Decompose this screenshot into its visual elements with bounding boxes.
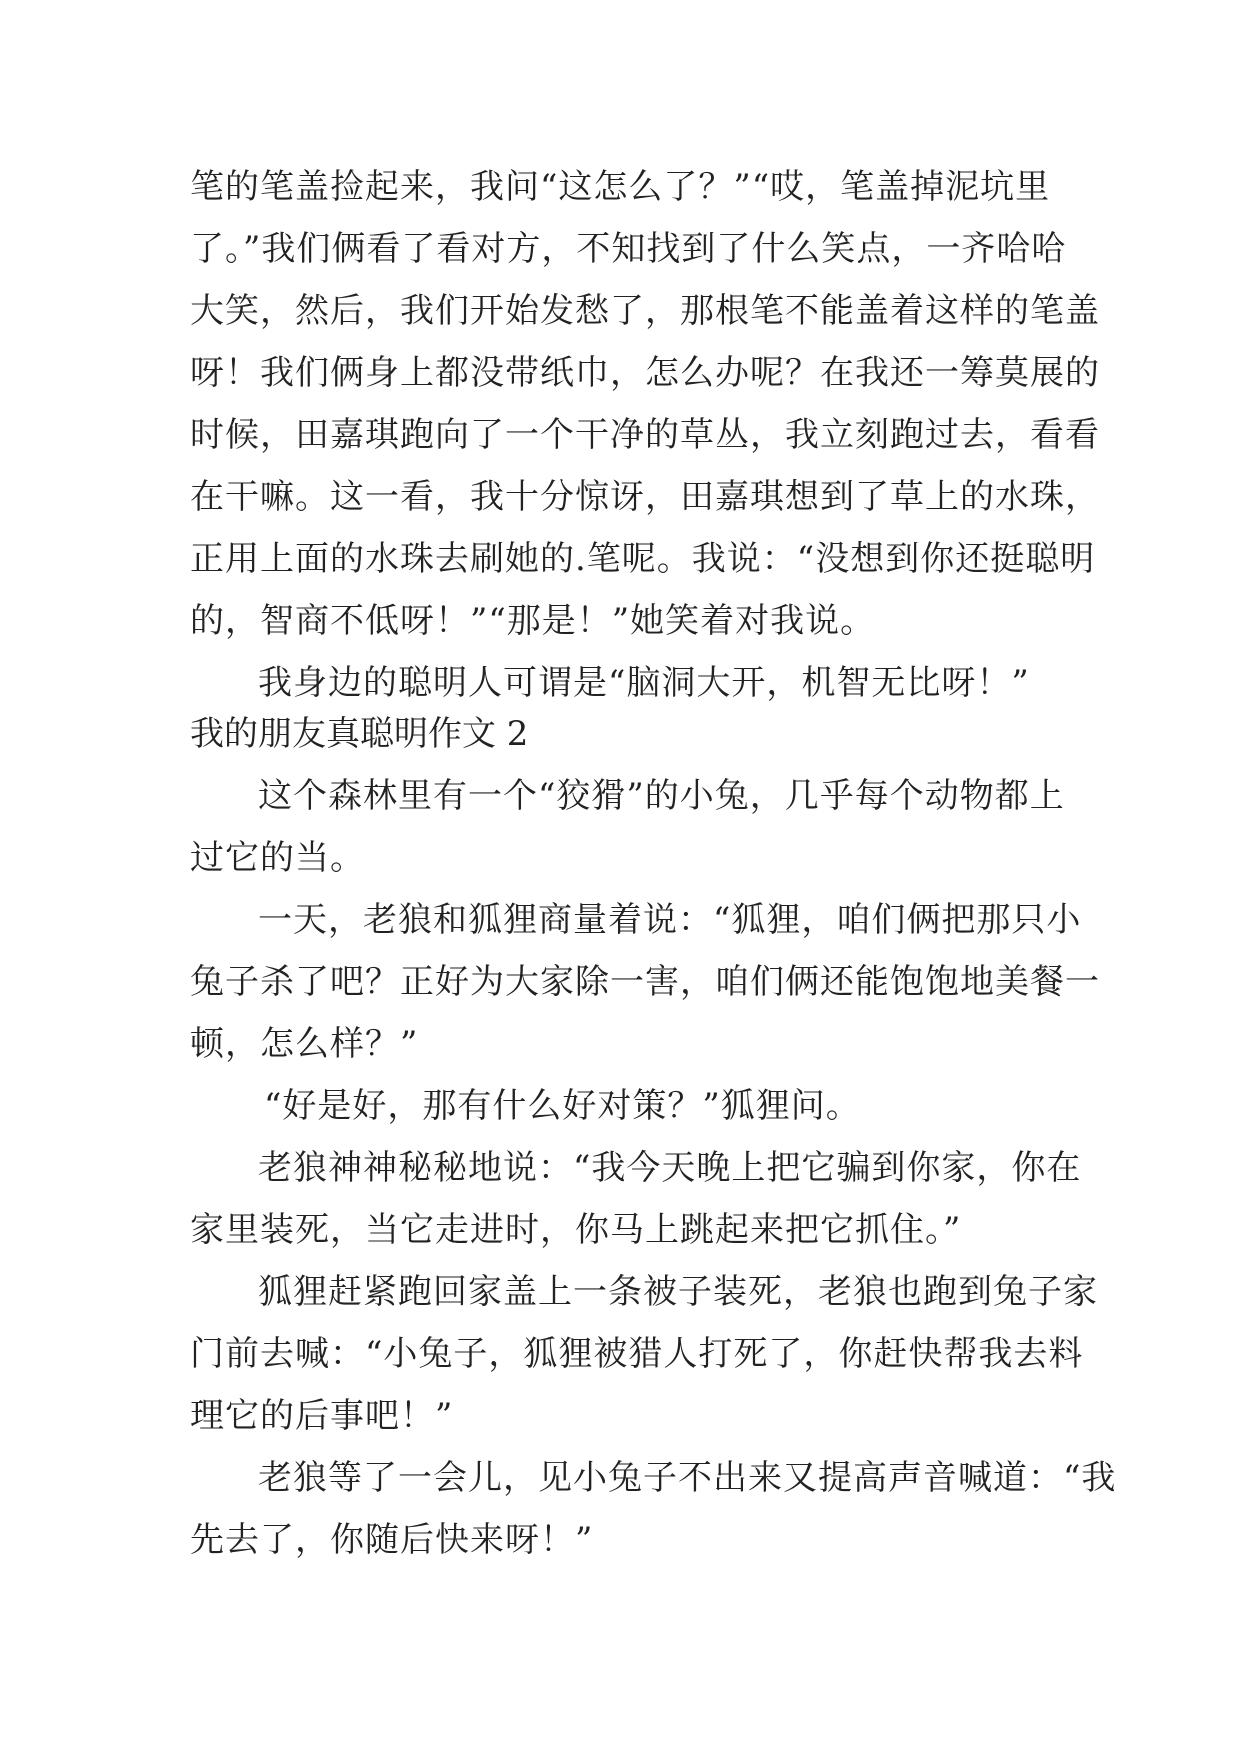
- paragraph-line: 笔的笔盖捡起来，我问“这怎么了？”“哎，笔盖掉泥坑里: [190, 167, 1051, 207]
- essay-title: 我的朋友真聪明作文 2: [190, 714, 529, 754]
- paragraph-line: 了。”我们俩看了看对方，不知找到了什么笑点，一齐哈哈: [190, 229, 1067, 269]
- paragraph-line: 我身边的聪明人可谓是“脑洞大开，机智无比呀！”: [258, 663, 1030, 703]
- paragraph-line: 大笑，然后，我们开始发愁了，那根笔不能盖着这样的笔盖: [190, 291, 1100, 331]
- paragraph-line: 老狼等了一会儿，见小兔子不出来又提高声音喊道：“我: [258, 1458, 1117, 1498]
- paragraph-line: 时候，田嘉琪跑向了一个干净的草丛，我立刻跑过去，看看: [190, 415, 1100, 455]
- paragraph-line: 家里装死，当它走进时，你马上跳起来把它抓住。”: [190, 1210, 962, 1250]
- paragraph-line: 兔子杀了吧？正好为大家除一害，咱们俩还能饱饱地美餐一: [190, 962, 1100, 1002]
- essay-section-2: [190, 703, 1117, 1571]
- paragraph-line: 过它的当。: [190, 838, 365, 878]
- paragraph-line: 老狼神神秘秘地说：“我今天晚上把它骗到你家，你在: [258, 1148, 1082, 1188]
- paragraph-line: “好是好，那有什么好对策？”狐狸问。: [264, 1086, 861, 1126]
- paragraph-line: 的，智商不低呀！”“那是！”她笑着对我说。: [190, 601, 876, 641]
- essay-section-1: [190, 156, 1100, 714]
- paragraph-line: 这个森林里有一个“狡猾”的小兔，几乎每个动物都上: [258, 776, 1065, 816]
- paragraph-line: 在干嘛。这一看，我十分惊讶，田嘉琪想到了草上的水珠，: [190, 477, 1100, 517]
- paragraph-line: 顿，怎么样？”: [190, 1024, 419, 1064]
- paragraph-line: 正用上面的水珠去刷她的.笔呢。我说：“没想到你还挺聪明: [190, 539, 1096, 579]
- paragraph-line: 门前去喊：“小兔子，狐狸被猎人打死了，你赶快帮我去料: [190, 1334, 1084, 1374]
- paragraph-line: 理它的后事吧！”: [190, 1396, 454, 1436]
- paragraph-line: 呀！我们俩身上都没带纸巾，怎么办呢？在我还一筹莫展的: [190, 353, 1100, 393]
- paragraph-line: 一天，老狼和狐狸商量着说：“狐狸，咱们俩把那只小: [258, 900, 1082, 940]
- paragraph-line: 先去了，你随后快来呀！”: [190, 1520, 594, 1560]
- paragraph-line: 狐狸赶紧跑回家盖上一条被子装死，老狼也跑到兔子家: [258, 1272, 1098, 1312]
